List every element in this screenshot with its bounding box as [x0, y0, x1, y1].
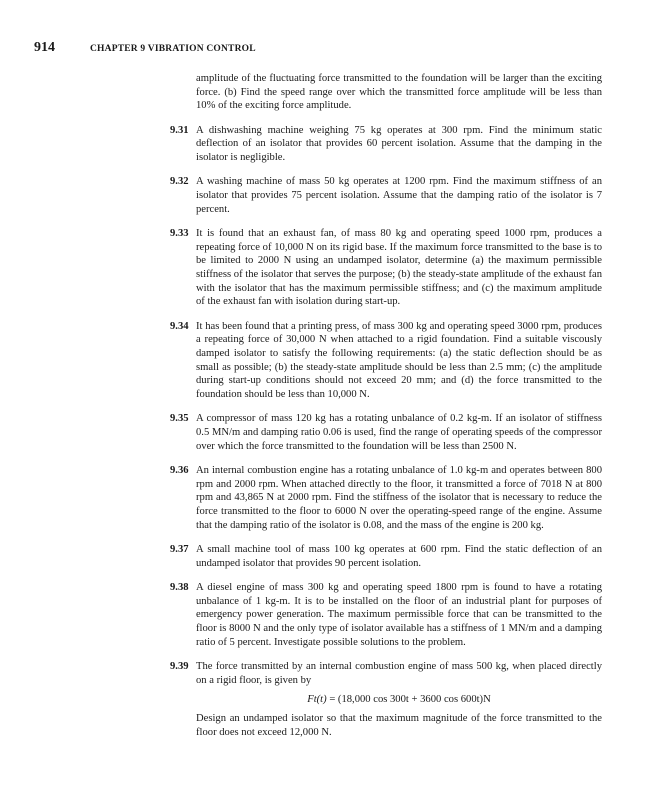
problem-text: A small machine tool of mass 100 kg operates at 600 rpm. Find the static deflection of an undamped isolator that provides 90 percent isolation. [196, 543, 602, 569]
equation-lhs: Ft(t) [307, 694, 327, 706]
problem-text: A dishwashing machine weighing 75 kg operates at 300 rpm. Find the minimum static deflection of an isolator that provides 60 percent isolation. Assume that the damping in the isolator is negligible. [196, 124, 602, 164]
continued-problem-text: amplitude of the fluctuating force transmitted to the foundation will be larger than the exciting force. (b) Find the speed range over which the transmitted force amplitude will be less than 10% of the exciting force amplitude. [196, 73, 602, 112]
problem-text: It has been found that a printing press, of mass 300 kg and operating speed 3000 rpm, produces a repeating force of 30,000 N when attached to a rigid foundation. Find a suitable viscously damped isolator to satisfy the following requirements: (a) the static deflection should be as small as possible; (b) the steady-state amplitude should be less than 2.5 mm; (c) the amplitude during start-up conditions should not exceed 20 mm; and (d) the force transmitted to the foundation should be less than 10,000 N. [196, 320, 602, 401]
problem-number: 9.34 [170, 320, 189, 332]
problem-9-34 [170, 320, 602, 402]
equation-rhs: = (18,000 cos 300t + 3600 cos 600t)N [329, 694, 491, 706]
problem-9-38 [170, 581, 602, 650]
force-equation [196, 693, 602, 707]
problem-body [196, 660, 602, 740]
problem-text: A diesel engine of mass 300 kg and operating speed 1800 rpm is found to have a rotating unbalance of 1 kg-m. It is to be installed on the floor of an industrial plant for purposes of emergency power generation. The maximum permissible force that can be transmitted to the floor is 8000 N and the only type of isolator available has a stiffness of 1 MN/m and a damping ratio of 5 percent. Investigate possible solutions to the problem. [196, 581, 602, 648]
problem-number: 9.38 [170, 581, 189, 593]
problem-number: 9.32 [170, 176, 189, 188]
problem-9-39 [170, 660, 602, 740]
problem-number: 9.39 [170, 660, 189, 672]
problem-9-36 [170, 464, 602, 533]
page-header [34, 40, 614, 58]
page-number: 914 [34, 40, 55, 55]
problem-text-continued: Design an undamped isolator so that the maximum magnitude of the force transmitted to the floor does not exceed 12,000 N. [196, 712, 602, 738]
problem-9-31 [170, 124, 602, 165]
problem-9-37 [170, 543, 602, 570]
problem-text: It is found that an exhaust fan, of mass 80 kg and operating speed 1000 rpm, produces a repeating force of 10,000 N on its rigid base. If the maximum force transmitted to the base is to be limited to 2000 N using an undamped isolator, determine (a) the maximum permissible stiffness of the isolator that serves the purpose; (b) the steady-state amplitude of the exhaust fan with the isolator that has the maximum permissible stiffness; and (c) the maximum amplitude of the exhaust fan with isolation during start-up. [196, 227, 602, 308]
problem-9-32 [170, 175, 602, 216]
problem-9-33 [170, 227, 602, 309]
problem-text: An internal combustion engine has a rotating unbalance of 1.0 kg-m and operates between 800 rpm and 2000 rpm. When attached directly to the floor, it transmitted a force of 7018 N at 800 rpm and 43,865 N at 2000 rpm. Find the stiffness of the isolator that is necessary to reduce the force transmitted to the floor to 6000 N over the operating-speed range of the engine. Assume that the damping ratio of the isolator is 0.08, and the mass of the engine is 200 kg. [196, 464, 602, 531]
problem-9-35 [170, 412, 602, 453]
chapter-title: CHAPTER 9 VIBRATION CONTROL [90, 44, 256, 54]
problem-number: 9.35 [170, 413, 189, 425]
problem-text: The force transmitted by an internal combustion engine of mass 500 kg, when placed directly on a rigid floor, is given by [196, 660, 602, 686]
problem-number: 9.37 [170, 543, 189, 555]
problem-number: 9.31 [170, 124, 189, 136]
problem-number: 9.36 [170, 464, 189, 476]
problem-list [170, 72, 602, 739]
problem-number: 9.33 [170, 227, 189, 239]
problem-text: A compressor of mass 120 kg has a rotating unbalance of 0.2 kg-m. If an isolator of stiffness 0.5 MN/m and damping ratio 0.06 is used, find the range of operating speeds of the compressor over which the force transmitted to the foundation will be less than 2500 N. [196, 413, 602, 452]
problem-text: A washing machine of mass 50 kg operates at 1200 rpm. Find the maximum stiffness of an isolator that provides 75 percent isolation. Assume that the damping ratio of the isolator is 7 percent. [196, 176, 602, 215]
